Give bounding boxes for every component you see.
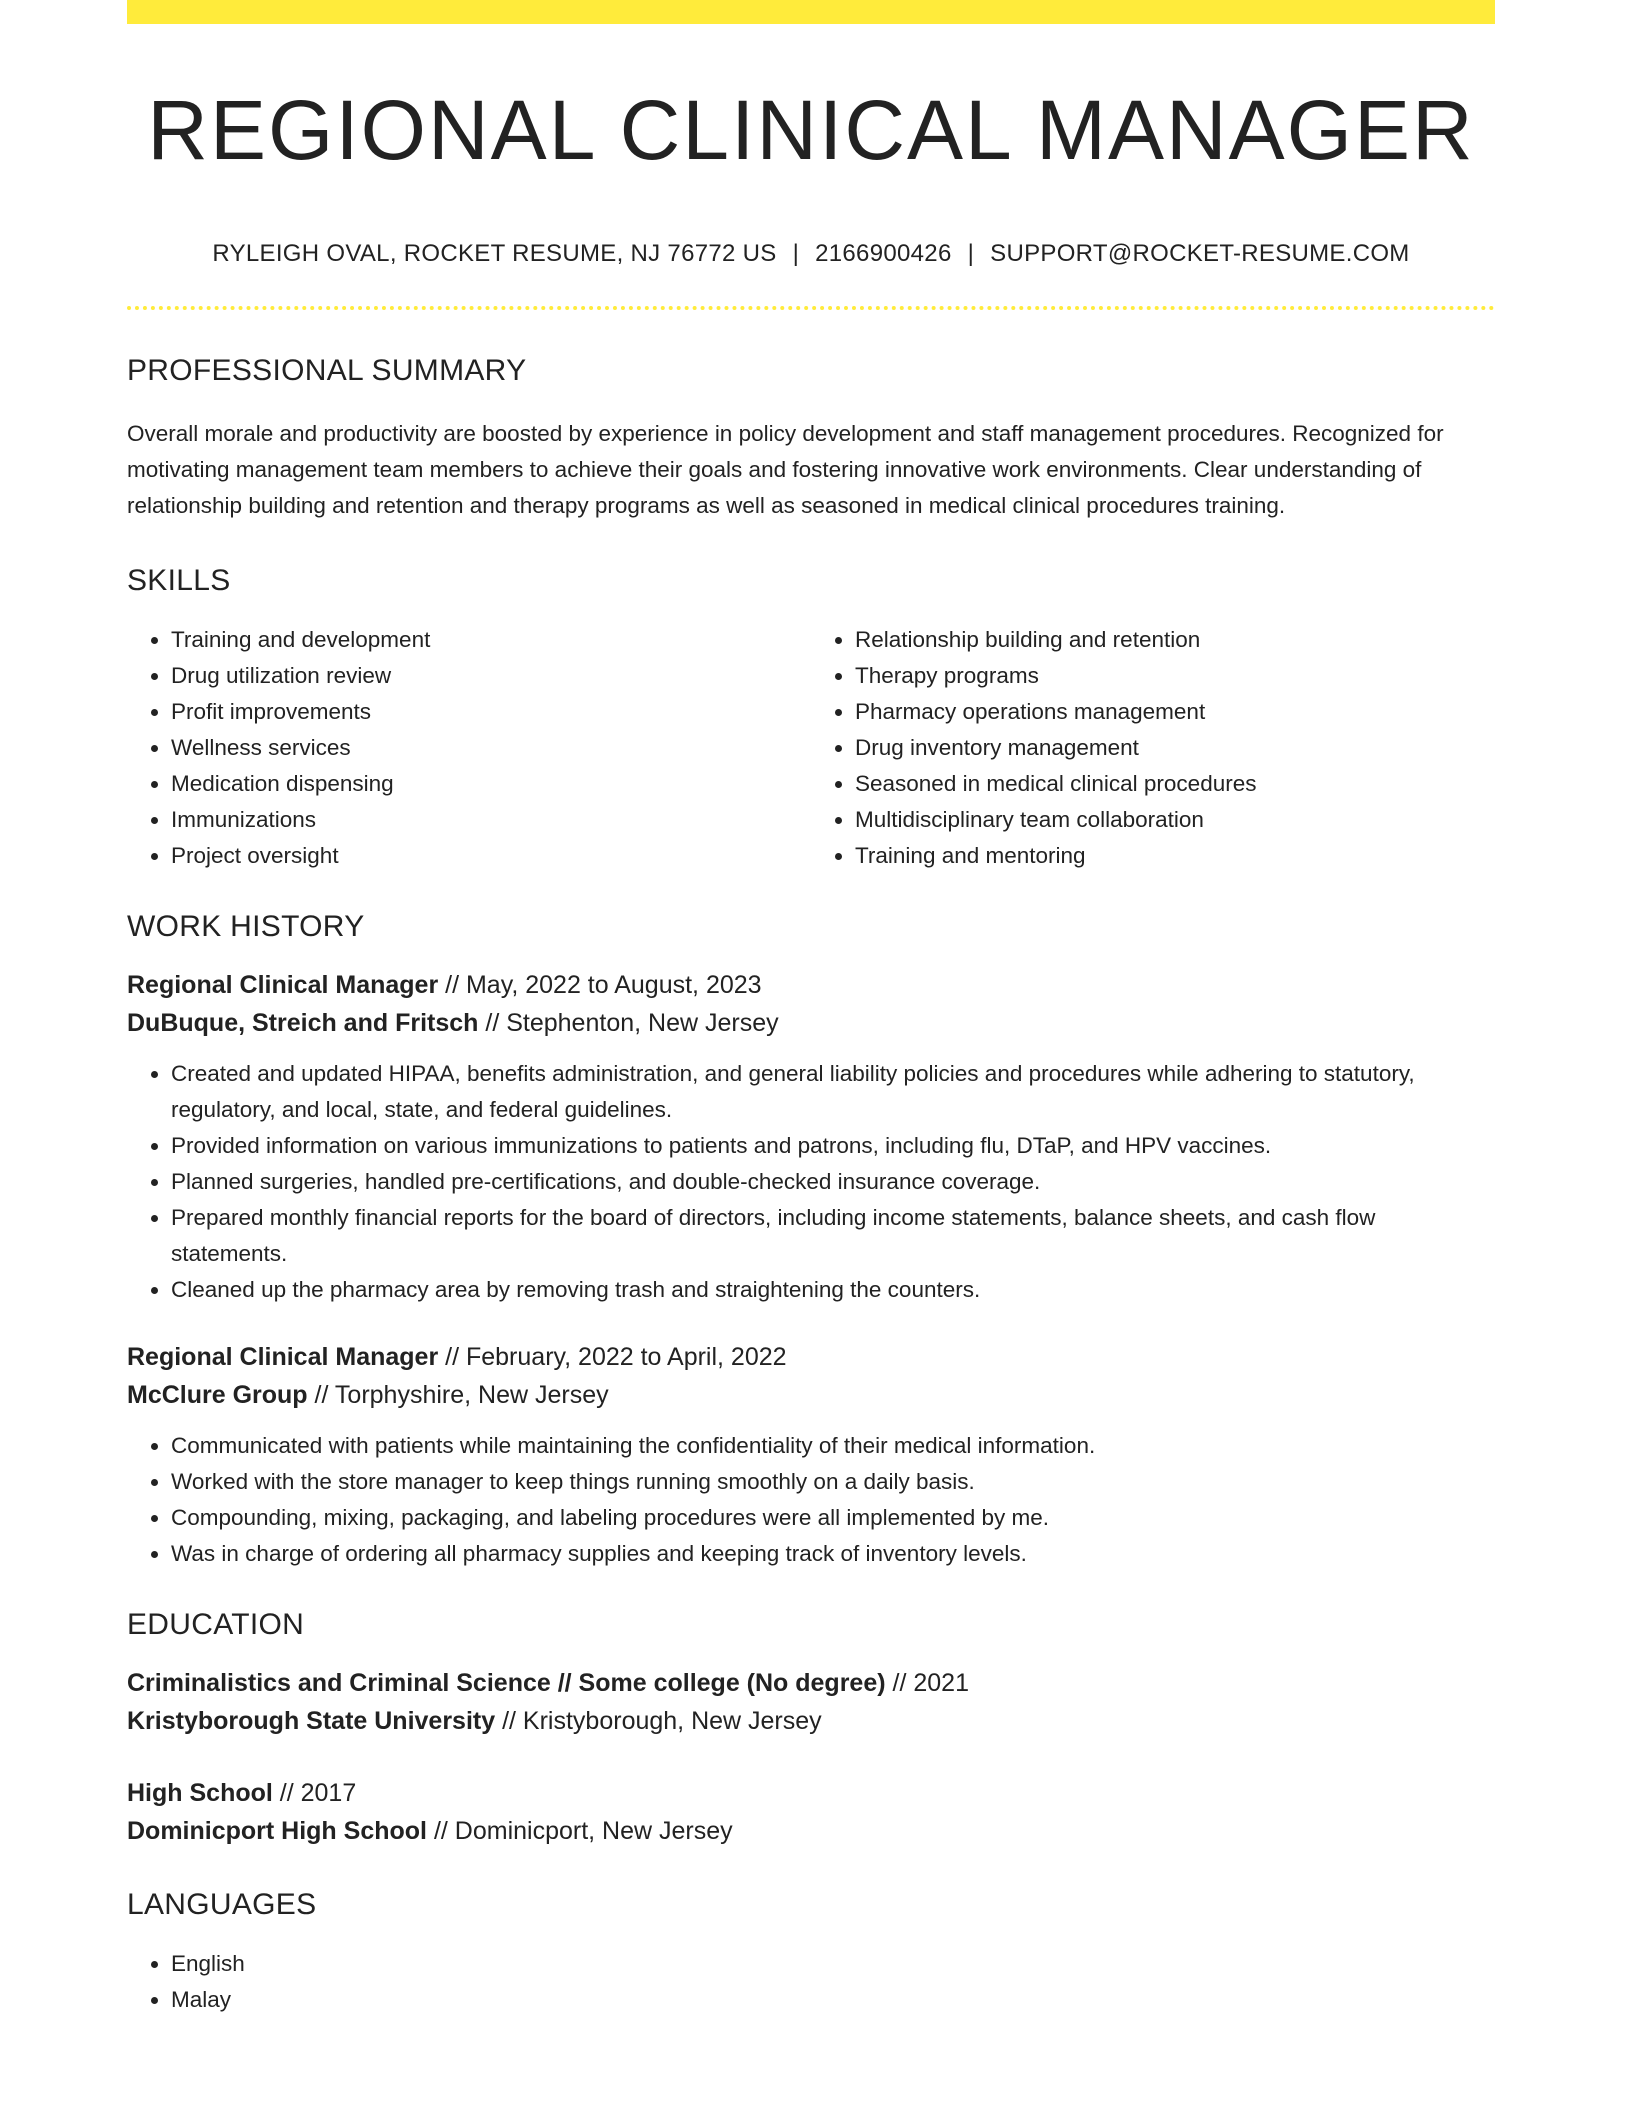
education-degree: High School <box>127 1779 273 1808</box>
skill-item: • Training and development <box>171 622 811 658</box>
job-bullet: • Created and updated HIPAA, benefits administration, and general liability policies and procedures while adhering to statutory, regulatory, and local, state, and federal guidelines. <box>171 1056 1495 1128</box>
education-heading: EDUCATION <box>127 1608 305 1642</box>
education-location: // Kristyborough, New Jersey <box>502 1707 822 1736</box>
job-bullet: • Prepared monthly financial reports for the board of directors, including income statements, balance sheets, and cash flow statements. <box>171 1200 1495 1272</box>
contact-email: SUPPORT@ROCKET-RESUME.COM <box>990 240 1410 268</box>
job-bullets <box>127 1056 1495 1308</box>
job-bullet: • Compounding, mixing, packaging, and labeling procedures were all implemented by me. <box>171 1500 1495 1536</box>
skill-item: • Therapy programs <box>855 658 1495 694</box>
job-bullet: • Communicated with patients while maintaining the confidentiality of their medical information. <box>171 1428 1495 1464</box>
summary-heading: PROFESSIONAL SUMMARY <box>127 354 527 388</box>
languages-list <box>127 1946 1495 2018</box>
skill-item: • Drug inventory management <box>855 730 1495 766</box>
resume-page <box>127 0 1495 2018</box>
job-title: Regional Clinical Manager <box>127 1343 439 1372</box>
job-dates: // February, 2022 to April, 2022 <box>445 1343 787 1372</box>
skill-item: • Medication dispensing <box>171 766 811 802</box>
languages-items <box>127 1946 1495 2018</box>
contact-phone: 2166900426 <box>815 240 952 268</box>
job-entry <box>127 966 1495 1308</box>
job-company: McClure Group <box>127 1381 308 1410</box>
skills-column-left <box>127 622 811 874</box>
education-school: Dominicport High School <box>127 1817 427 1846</box>
skill-item: • Wellness services <box>171 730 811 766</box>
skill-item: • Training and mentoring <box>855 838 1495 874</box>
education-degree-line <box>127 1664 1495 1702</box>
job-bullet: • Planned surgeries, handled pre-certifications, and double-checked insurance coverage. <box>171 1164 1495 1200</box>
job-company: DuBuque, Streich and Fritsch <box>127 1009 479 1038</box>
job-bullet: • Was in charge of ordering all pharmacy supplies and keeping track of inventory levels. <box>171 1536 1495 1572</box>
job-company-line <box>127 1004 1495 1042</box>
language-item: • English <box>171 1946 1495 1982</box>
job-dates: // May, 2022 to August, 2023 <box>445 971 762 1000</box>
accent-top-bar <box>127 0 1495 24</box>
job-bullet: • Provided information on various immunizations to patients and patrons, including flu, DTaP, and HPV vaccines. <box>171 1128 1495 1164</box>
job-company-line <box>127 1376 1495 1414</box>
skills-heading: SKILLS <box>127 564 231 598</box>
education-degree: Criminalistics and Criminal Science // Some college (No degree) <box>127 1669 886 1698</box>
skill-item: • Pharmacy operations management <box>855 694 1495 730</box>
skill-item: • Relationship building and retention <box>855 622 1495 658</box>
skill-item: • Immunizations <box>171 802 811 838</box>
education-entry <box>127 1774 1495 1850</box>
job-entry <box>127 1338 1495 1572</box>
education-year: // 2021 <box>892 1669 969 1698</box>
work-history-heading: WORK HISTORY <box>127 910 365 944</box>
skill-item: • Profit improvements <box>171 694 811 730</box>
education-school: Kristyborough State University <box>127 1707 496 1736</box>
education-degree-line <box>127 1774 1495 1812</box>
resume-title: REGIONAL CLINICAL MANAGER <box>147 83 1475 177</box>
contact-line <box>127 240 1495 268</box>
skills-column-right <box>811 622 1495 874</box>
job-location: // Stephenton, New Jersey <box>485 1009 779 1038</box>
job-title-line <box>127 1338 1495 1376</box>
skill-item: • Drug utilization review <box>171 658 811 694</box>
summary-text: Overall morale and productivity are boosted by experience in policy development and staff management procedures. Recognized for motivating management team members to achieve their goals and fostering innovative work environments. Clear understanding of relationship building and retention and therapy programs as well as seasoned in medical clinical procedures training. <box>127 421 1444 519</box>
languages-heading: LANGUAGES <box>127 1888 317 1922</box>
education-entry <box>127 1664 1495 1740</box>
skills-list <box>127 622 1495 874</box>
job-bullets <box>127 1428 1495 1572</box>
education-year: // 2017 <box>279 1779 357 1808</box>
contact-separator: | <box>967 240 975 268</box>
job-bullet: • Cleaned up the pharmacy area by removing trash and straightening the counters. <box>171 1272 1495 1308</box>
dotted-divider <box>127 306 1495 310</box>
job-location: // Torphyshire, New Jersey <box>314 1381 609 1410</box>
job-title: Regional Clinical Manager <box>127 971 439 1000</box>
language-item: • Malay <box>171 1982 1495 2018</box>
job-bullet: • Worked with the store manager to keep things running smoothly on a daily basis. <box>171 1464 1495 1500</box>
contact-address: RYLEIGH OVAL, ROCKET RESUME, NJ 76772 US <box>212 240 777 268</box>
contact-separator: | <box>792 240 800 268</box>
skill-item: • Project oversight <box>171 838 811 874</box>
education-school-line <box>127 1812 1495 1850</box>
skill-item: • Seasoned in medical clinical procedures <box>855 766 1495 802</box>
skill-item: • Multidisciplinary team collaboration <box>855 802 1495 838</box>
education-location: // Dominicport, New Jersey <box>433 1817 733 1846</box>
job-title-line <box>127 966 1495 1004</box>
education-school-line <box>127 1702 1495 1740</box>
